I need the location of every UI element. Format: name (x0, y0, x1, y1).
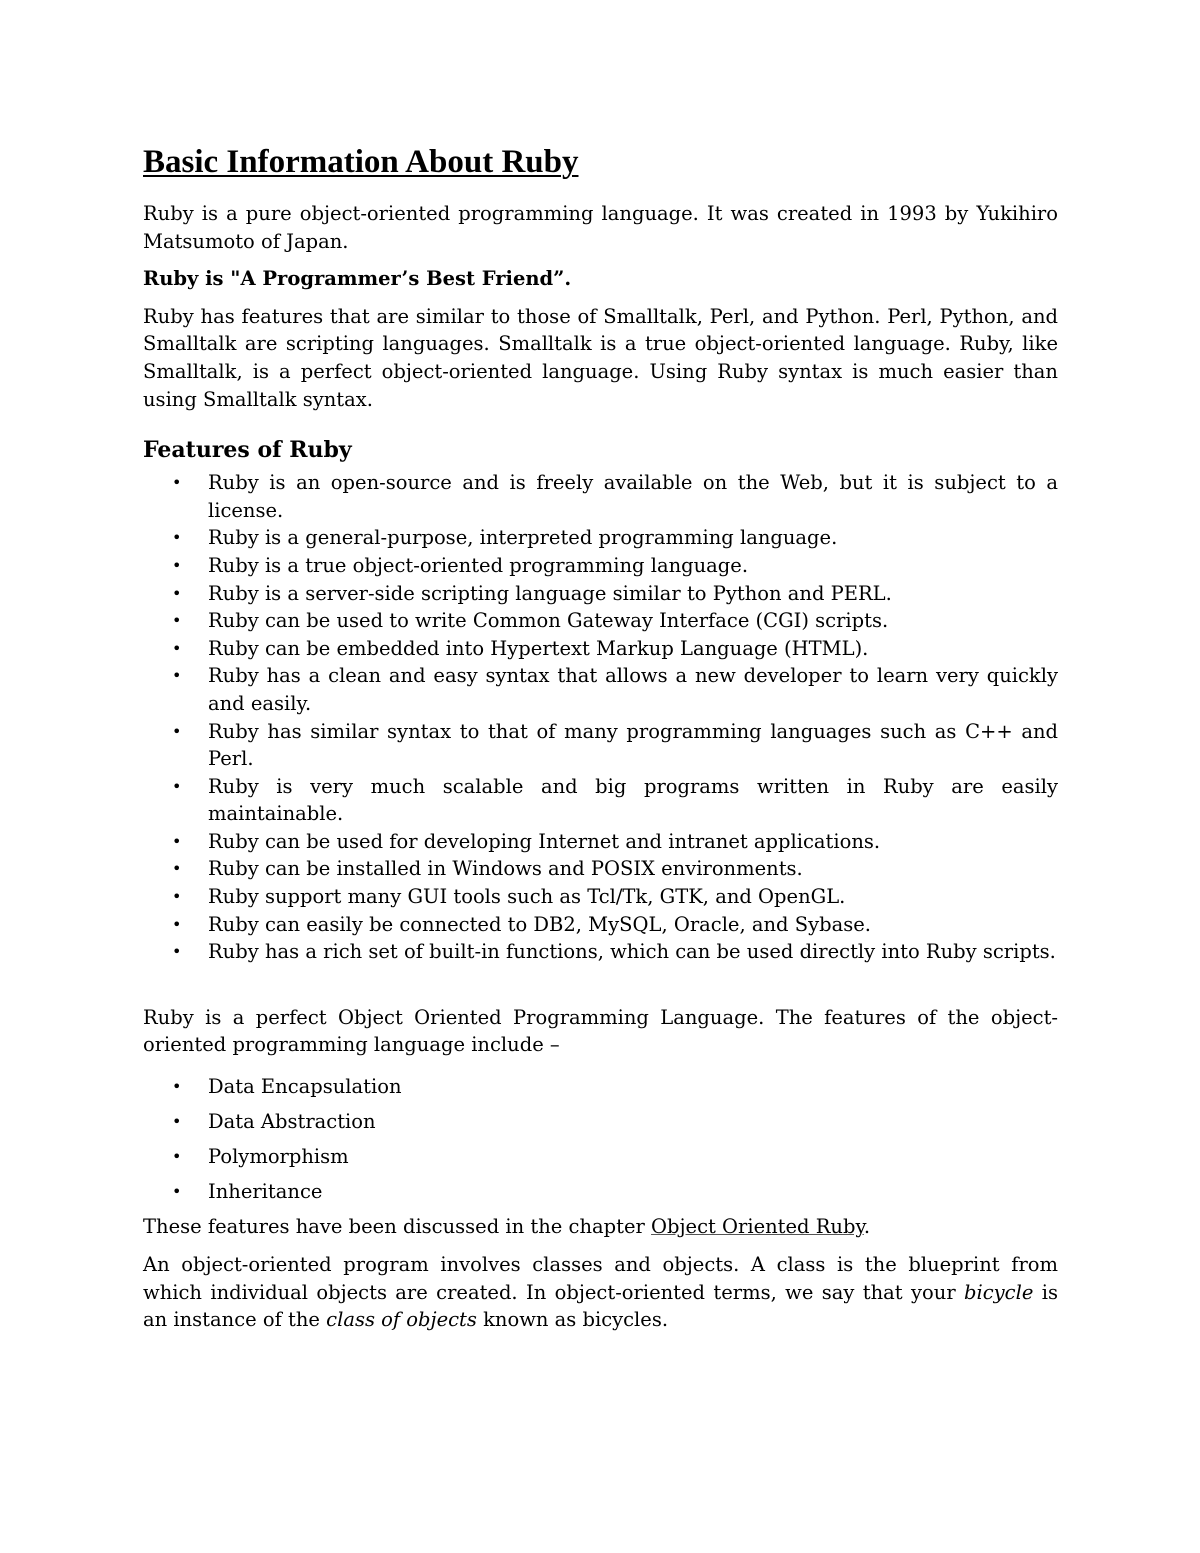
list-item: • Ruby is a server-side scripting language similar to Python and PERL. (143, 580, 1058, 608)
list-item: • Ruby can be installed in Windows and POSIX environments. (143, 855, 1058, 883)
list-item: • Ruby has similar syntax to that of many programming languages such as C++ and Perl. (172, 719, 1058, 771)
bullet-icon: • (172, 942, 182, 962)
list-item: • Data Abstraction (143, 1108, 1058, 1136)
bullet-icon: • (172, 1112, 182, 1132)
list-item: • Ruby can be used to write Common Gateway Interface (CGI) scripts. (143, 607, 1058, 635)
oop-intro-paragraph: Ruby is a perfect Object Oriented Programming Language. The features of the object-oriented programming language include – (143, 1005, 1058, 1057)
list-item: • Ruby can easily be connected to DB2, MySQL, Oracle, and Sybase. (143, 911, 1058, 939)
list-item: • Ruby has a rich set of built-in functions, which can be used directly into Ruby scripts. (143, 938, 1058, 966)
similarity-paragraph: Ruby has features that are similar to those of Smalltalk, Perl, and Python. Perl, Python, and Smalltalk are scripting languages. Smalltalk is a true object-oriented language. Ruby, like Smalltalk, is a perfect object-oriented language. Using Ruby syntax is much easier than using Smalltalk syntax. (143, 304, 1058, 411)
list-item: • Ruby can be used for developing Internet and intranet applications. (143, 828, 1058, 856)
bullet-icon: • (172, 914, 182, 934)
object-oriented-ruby-link[interactable]: Object Oriented Ruby (651, 1215, 864, 1239)
list-item: • Ruby can be embedded into Hypertext Markup Language (HTML). (143, 635, 1058, 663)
bullet-icon: • (172, 776, 182, 796)
tagline: Ruby is "A Programmer’s Best Friend”. (143, 267, 572, 291)
bullet-icon: • (172, 887, 182, 907)
bullet-icon: • (172, 831, 182, 851)
list-item: • Data Encapsulation (143, 1073, 1058, 1101)
features-list (143, 469, 1058, 966)
bullet-icon: • (172, 555, 182, 575)
list-item: • Ruby is very much scalable and big programs written in Ruby are easily maintainable. (172, 774, 1058, 826)
bullet-icon: • (172, 666, 182, 686)
list-item: • Ruby support many GUI tools such as Tcl/Tk, GTK, and OpenGL. (143, 883, 1058, 911)
features-heading: Features of Ruby (143, 437, 352, 464)
document-page (143, 140, 1058, 1344)
list-item: • Ruby has a clean and easy syntax that allows a new developer to learn very quickly and easily. (172, 664, 1058, 715)
bullet-icon: • (172, 528, 182, 548)
bullet-icon: • (172, 859, 182, 879)
bullet-icon: • (172, 473, 182, 493)
bullet-icon: • (172, 611, 182, 631)
closing-paragraph: An object-oriented program involves classes and objects. A class is the blueprint from which individual objects are created. In object-oriented terms, we say that your bicycle is an instance of the class of objects known as bicycles. (143, 1253, 1058, 1332)
list-item: • Ruby is a true object-oriented programming language. (143, 552, 1058, 580)
list-item: • Ruby is an open-source and is freely available on the Web, but it is subject to a license. (172, 471, 1058, 522)
intro-paragraph: Ruby is a pure object-oriented programming language. It was created in 1993 by Yukihiro Matsumoto of Japan. (143, 202, 1058, 253)
list-item: • Ruby is a general-purpose, interpreted programming language. (143, 524, 1058, 552)
bullet-icon: • (172, 1182, 182, 1202)
bullet-icon: • (172, 583, 182, 603)
bullet-icon: • (172, 1147, 182, 1167)
discussed-paragraph: These features have been discussed in the chapter Object Oriented Ruby. (143, 1215, 871, 1239)
list-item: • Inheritance (143, 1178, 1058, 1206)
oop-features-list (143, 1073, 1058, 1206)
bullet-icon: • (172, 721, 182, 741)
page-title: Basic Information About Ruby (143, 144, 579, 180)
bullet-icon: • (172, 1077, 182, 1097)
list-item: • Polymorphism (143, 1143, 1058, 1171)
bullet-icon: • (172, 638, 182, 658)
